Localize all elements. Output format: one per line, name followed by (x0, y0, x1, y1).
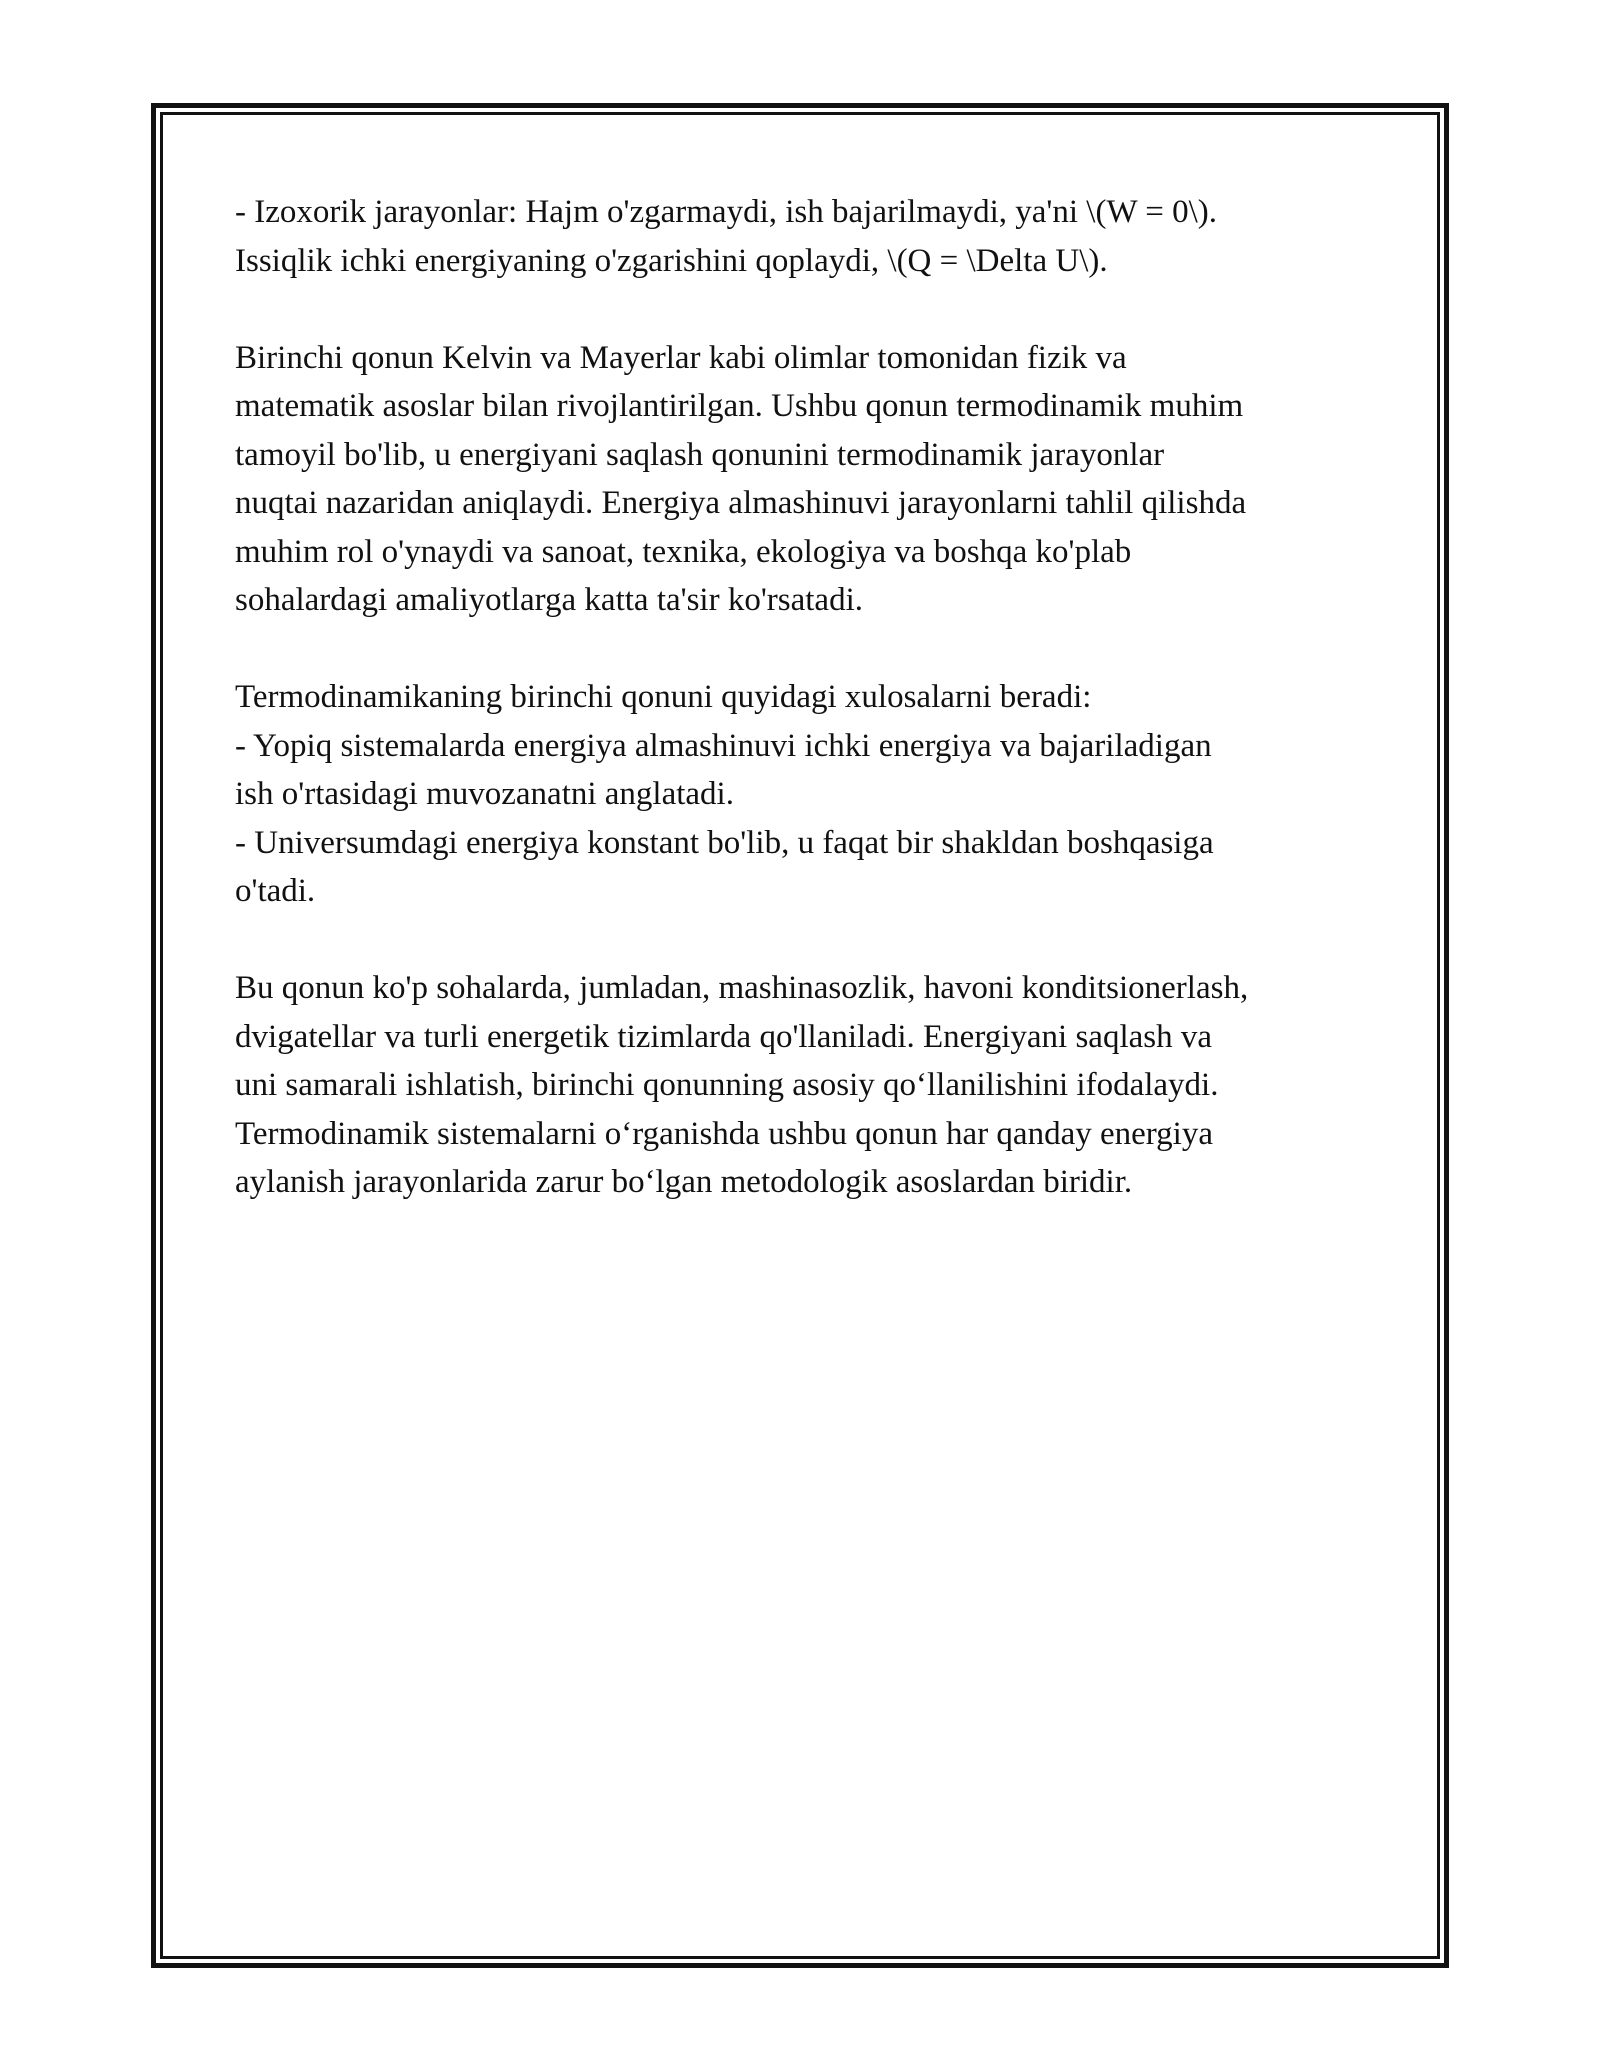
paragraph-first-law-history (235, 334, 1385, 625)
paragraph-conclusions (235, 673, 1385, 916)
text-line: uni samarali ishlatish, birinchi qonunning asosiy qo‘llanilishini ifodalaydi. (235, 1067, 1219, 1103)
text-line: - Izoxorik jarayonlar: Hajm o'zgarmaydi, ish bajarilmaydi, ya'ni \(W = 0\). (235, 194, 1218, 230)
text-line: o'tadi. (235, 873, 316, 909)
text-line: ish o'rtasidagi muvozanatni anglatadi. (235, 776, 734, 812)
text-line: matematik asoslar bilan rivojlantirilgan. Ushbu qonun termodinamik muhim (235, 388, 1244, 424)
paragraph-applications (235, 964, 1385, 1207)
text-line: nuqtai nazaridan aniqlaydi. Energiya almashinuvi jarayonlarni tahlil qilishda (235, 485, 1247, 521)
text-line: sohalardagi amaliyotlarga katta ta'sir ko'rsatadi. (235, 582, 863, 618)
text-line: - Universumdagi energiya konstant bo'lib, u faqat bir shakldan boshqasiga (235, 824, 1214, 861)
text-line: Issiqlik ichki energiyaning o'zgarishini qoplaydi, \(Q = \Delta U\). (235, 242, 1108, 279)
text-line: Termodinamik sistemalarni o‘rganishda ushbu qonun har qanday energiya (235, 1115, 1213, 1152)
text-line: tamoyil bo'lib, u energiyani saqlash qonunini termodinamik jarayonlar (235, 436, 1165, 473)
text-line: aylanish jarayonlarida zarur bo‘lgan metodologik asoslardan biridir. (235, 1164, 1133, 1200)
text-line: dvigatellar va turli energetik tizimlarda qo'llaniladi. Energiyani saqlash va (235, 1018, 1212, 1055)
document-body (235, 188, 1385, 1255)
text-line: muhim rol o'ynaydi va sanoat, texnika, ekologiya va boshqa ko'plab (235, 533, 1132, 570)
text-line: Termodinamikaning birinchi qonuni quyidagi xulosalarni beradi: (235, 679, 1092, 715)
text-line: Birinchi qonun Kelvin va Mayerlar kabi olimlar tomonidan fizik va (235, 339, 1127, 376)
text-line: - Yopiq sistemalarda energiya almashinuvi ichki energiya va bajariladigan (235, 727, 1212, 764)
text-line: Bu qonun ko'p sohalarda, jumladan, mashinasozlik, havoni konditsionerlash, (235, 970, 1249, 1006)
paragraph-isochoric (235, 188, 1385, 285)
